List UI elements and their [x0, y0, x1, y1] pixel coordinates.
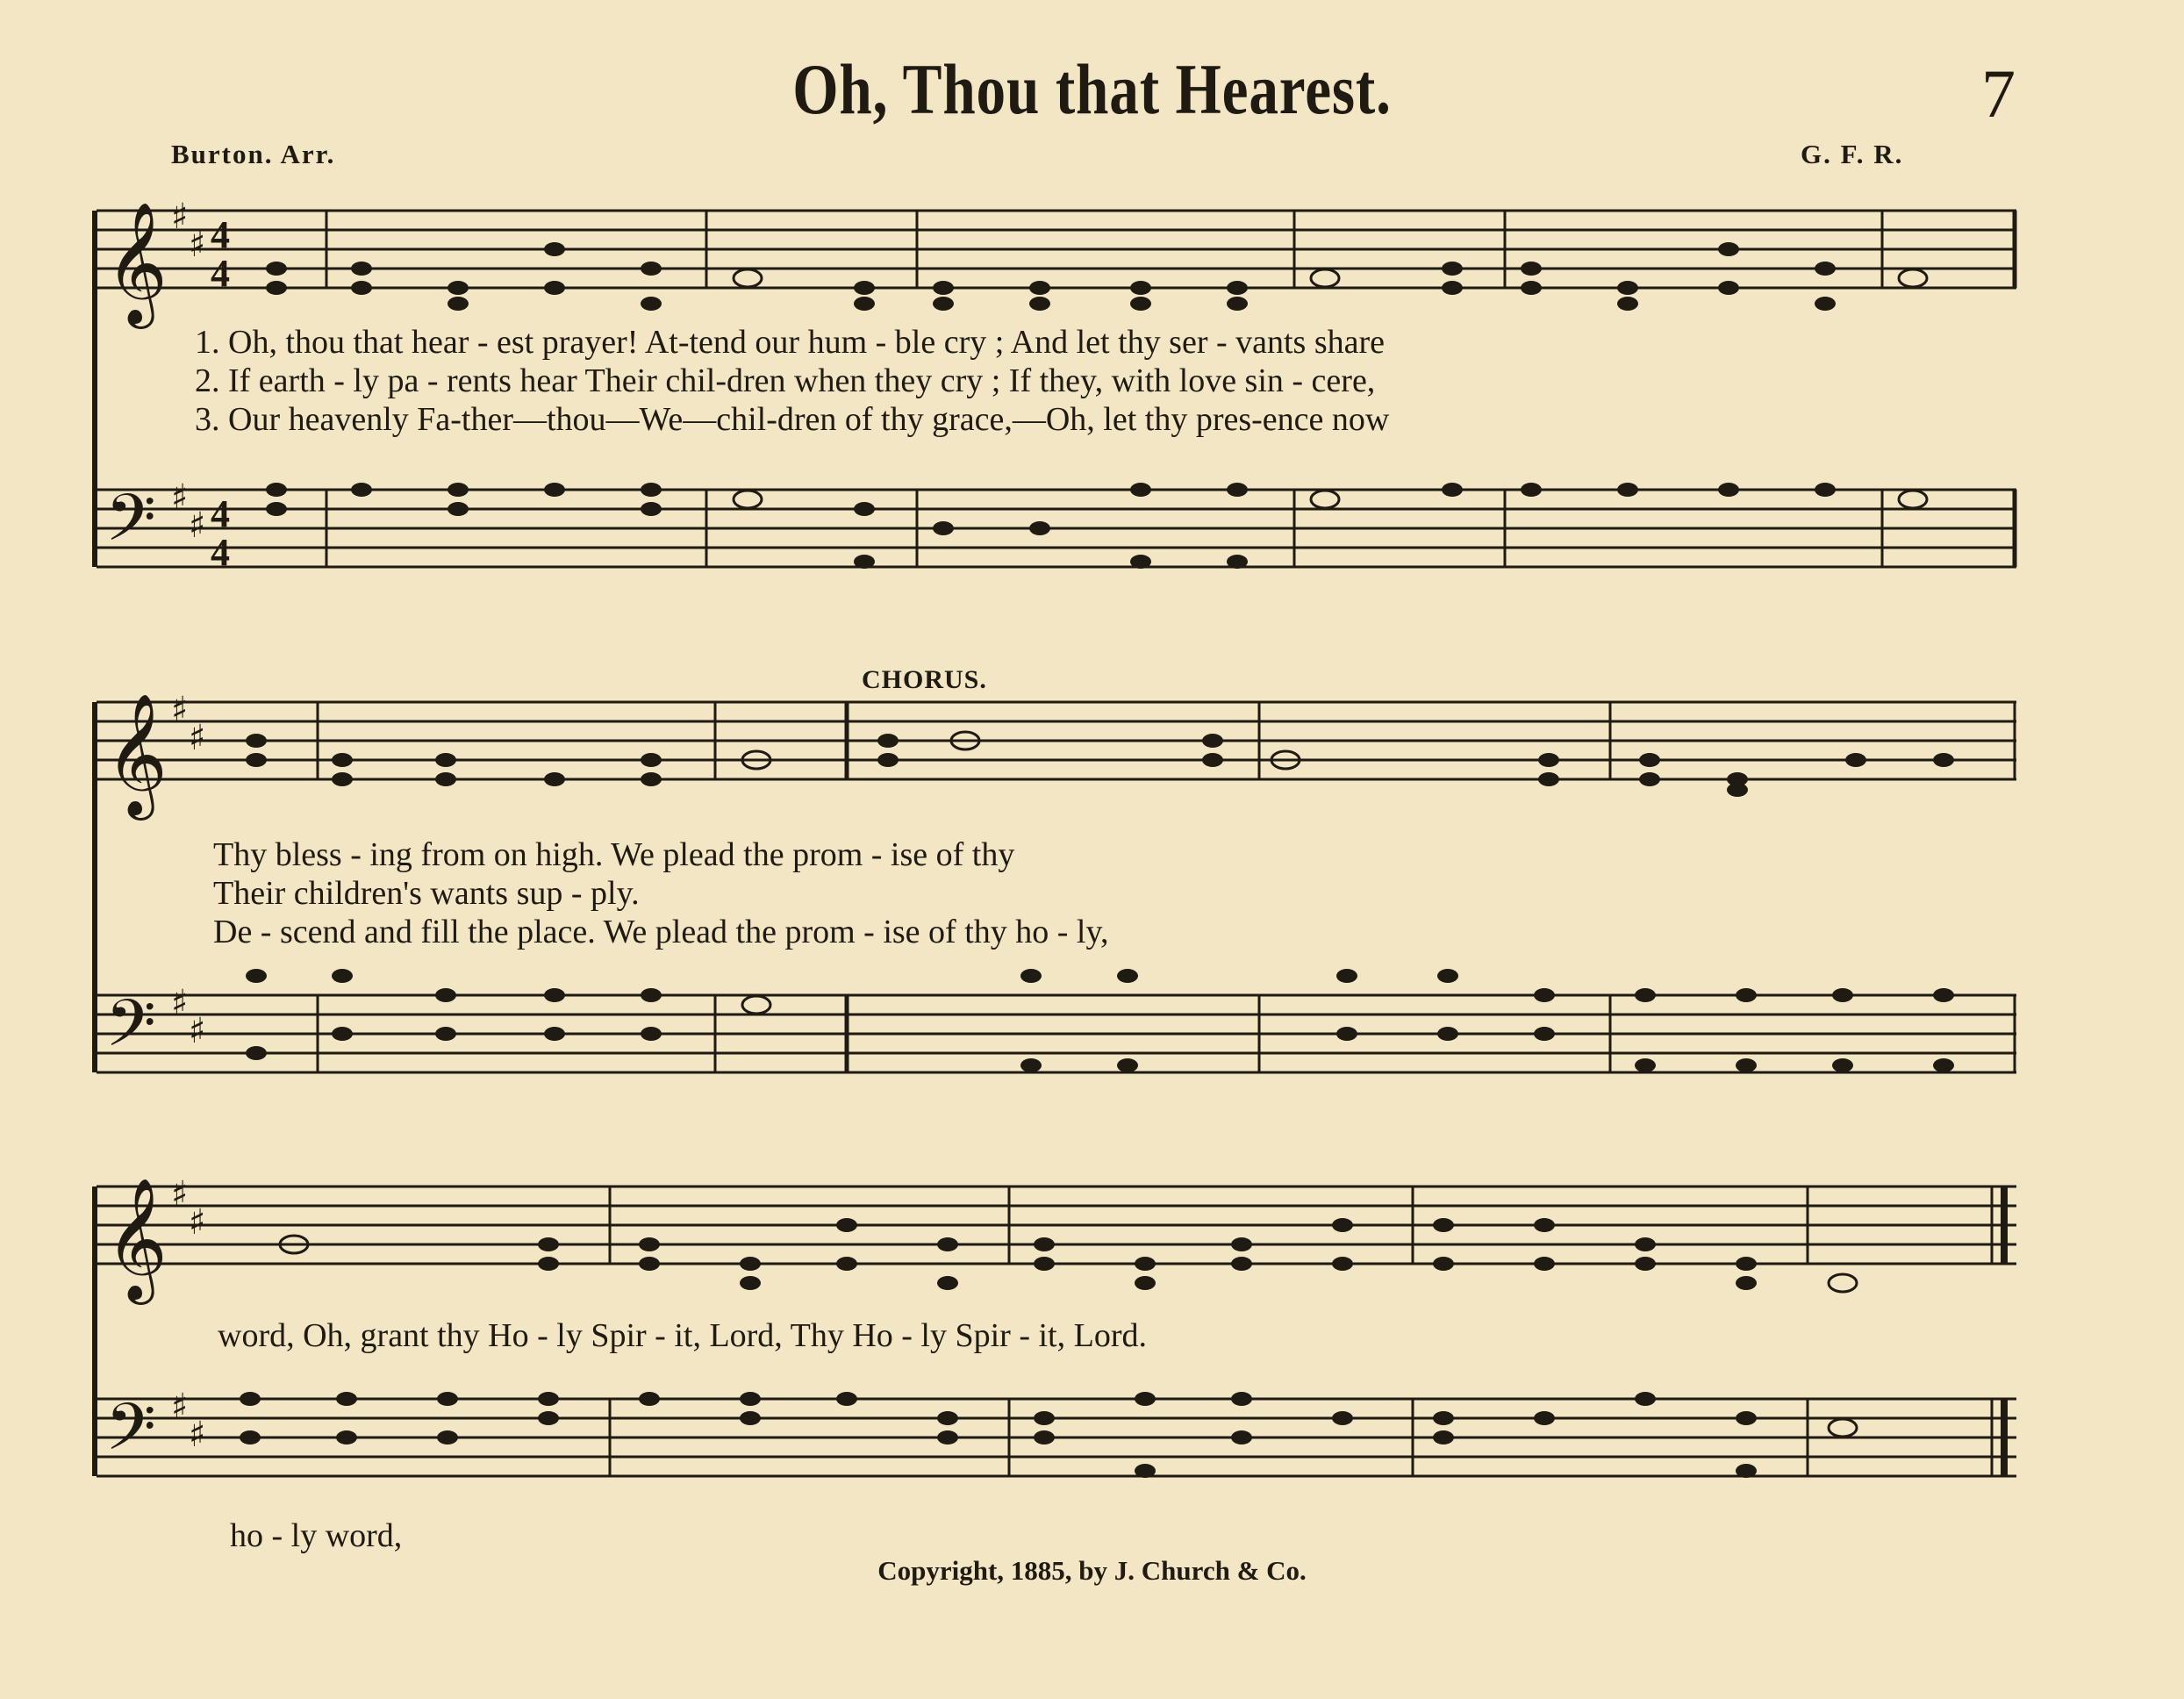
lyrics-s1-verse1: 1. Oh, thou that hear - est prayer! At-tend our hum - ble cry ; And let thy ser - vants share: [195, 324, 1386, 361]
lyrics-s2-verse1: Thy bless - ing from on high. We plead the prom - ise of thy: [213, 836, 1015, 873]
svg-text:♯: ♯: [171, 983, 189, 1023]
lyrics-s2-verse3: De - scend and fill the place. We plead the prom - ise of thy ho - ly,: [213, 914, 1109, 950]
lyrics-s3-treble: word, Oh, grant thy Ho - ly Spir - it, Lord, Thy Ho - ly Spir - it, Lord.: [218, 1317, 1147, 1354]
notes-2-bass: [246, 969, 1954, 1072]
bass-clef: 𝄢: [105, 480, 156, 572]
staff-2-bass: [97, 995, 2016, 1072]
svg-text:4: 4: [211, 213, 230, 256]
svg-text:4: 4: [211, 252, 230, 295]
svg-text:𝄞: 𝄞: [105, 1178, 168, 1300]
staff-3-bass: [97, 1399, 2016, 1476]
staff-1-bass: [97, 490, 2016, 567]
svg-text:4: 4: [211, 531, 230, 574]
svg-text:♯: ♯: [171, 690, 189, 730]
staff-2-treble: [97, 702, 2016, 779]
composer-credit: Burton. Arr.: [171, 139, 336, 169]
lyrics-s1-verse3: 3. Our heavenly Fa-ther—thou—We—chil-dren of thy grace,—Oh, let thy pres-ence now: [195, 401, 1390, 438]
svg-text:♯: ♯: [171, 1387, 189, 1427]
svg-text:♯: ♯: [171, 477, 189, 518]
svg-text:♯: ♯: [189, 1415, 206, 1455]
copyright-notice: Copyright, 1885, by J. Church & Co.: [877, 1555, 1307, 1586]
svg-text:♯: ♯: [189, 1011, 206, 1051]
lyrics-s2-verse2: Their children's wants sup - ply.: [213, 875, 640, 912]
chorus-label: CHORUS.: [862, 665, 987, 694]
treble-clef: 𝄞: [105, 202, 168, 324]
svg-text:𝄢: 𝄢: [105, 1389, 156, 1481]
svg-text:4: 4: [211, 492, 230, 535]
page-title: Oh, Thou that Hearest.: [792, 49, 1392, 129]
svg-text:𝄢: 𝄢: [105, 986, 156, 1078]
svg-text:♯: ♯: [189, 505, 206, 546]
lyrics-s3-bass: ho - ly word,: [230, 1517, 403, 1554]
lyrics-s1-verse2: 2. If earth - ly pa - rents hear Their chil-dren when they cry ; If they, with love sin - cere,: [195, 362, 1376, 399]
staff-3-treble: [97, 1186, 2016, 1264]
author-credit: G. F. R.: [1801, 139, 1904, 169]
notes-1-treble: [266, 242, 1927, 311]
svg-text:♯: ♯: [189, 225, 206, 265]
notes-3-treble: [280, 1218, 1857, 1292]
svg-text:♯: ♯: [189, 1202, 206, 1243]
svg-text:𝄞: 𝄞: [105, 693, 168, 815]
svg-text:♯: ♯: [189, 718, 206, 758]
notes-1-bass: [266, 483, 1927, 569]
notes-3-bass: [240, 1392, 1857, 1478]
page-number: 7: [1981, 55, 2016, 132]
svg-text:♯: ♯: [171, 1174, 189, 1215]
svg-text:♯: ♯: [171, 197, 189, 237]
